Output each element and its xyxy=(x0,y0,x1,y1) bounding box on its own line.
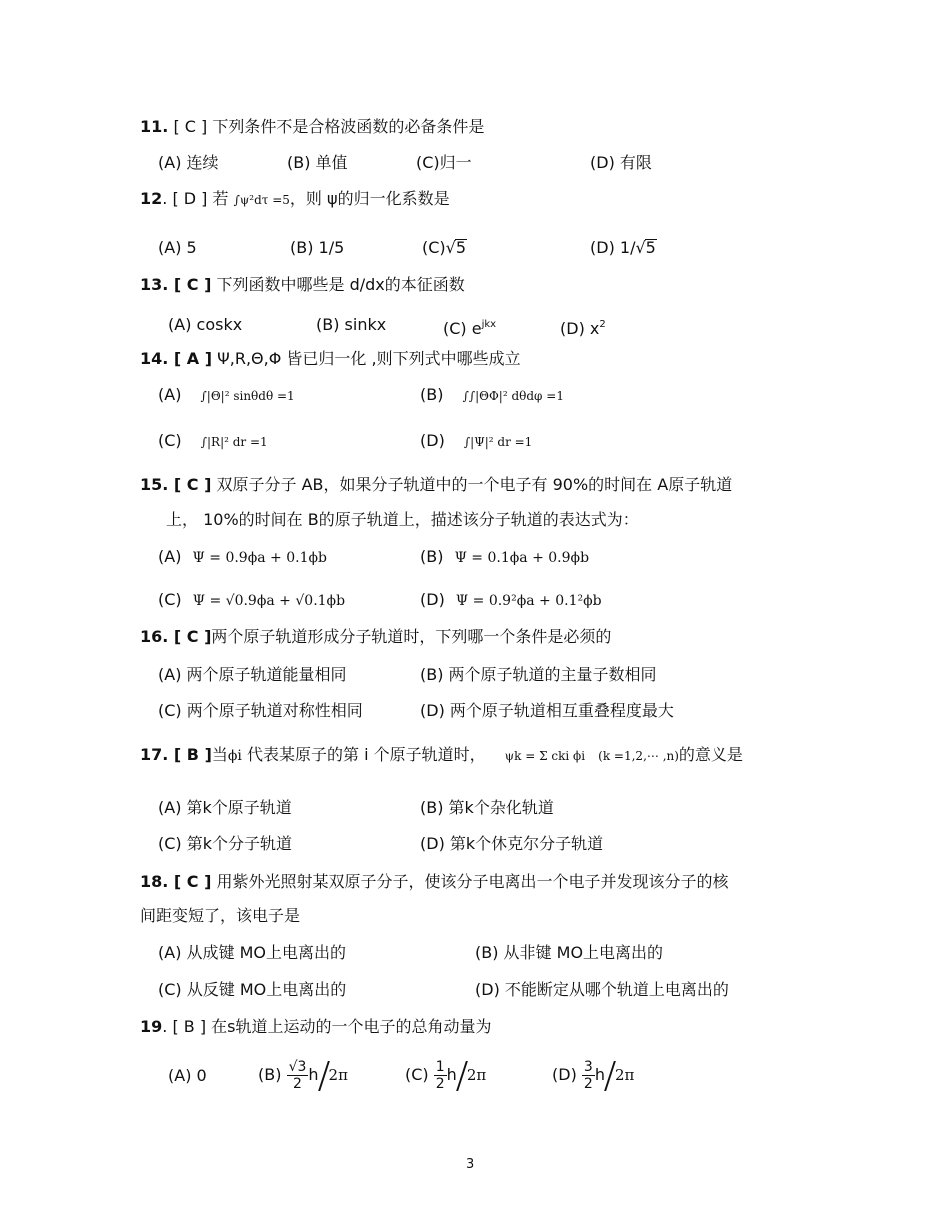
question-12 xyxy=(140,189,450,210)
question-number: 11. xyxy=(140,117,169,136)
option-b: (B) 两个原子轨道的主量子数相同 xyxy=(420,665,657,684)
question-number: 13 xyxy=(140,275,163,294)
fraction: $\frac{3}{2}$ xyxy=(583,1059,593,1092)
option-d: (D) $\frac{3}{2}$ h 2π xyxy=(552,1059,635,1092)
option-b: (B) Ψ = 0.1ϕa + 0.9ϕb xyxy=(420,547,590,566)
question-19 xyxy=(140,1017,492,1037)
page-number: 3 xyxy=(466,1157,475,1172)
option-c: (C) Ψ = √0.9ϕa + √0.1ϕb xyxy=(158,590,346,609)
question-stem: 用紫外光照射某双原子分子，使该分子电离出一个电子并发现该分子的核 xyxy=(216,872,729,891)
question-stem: 代表某原子的第 i 个原子轨道时， xyxy=(247,745,486,764)
option-expression: Ψ = √0.9ϕa + √0.1ϕb xyxy=(192,593,346,609)
option-a: (A) 两个原子轨道能量相同 xyxy=(158,665,347,684)
option-b: (B) $\frac{√3}{2}$ h 2π xyxy=(258,1059,348,1092)
question-number: 17. [ B ] xyxy=(140,745,212,764)
option-c: (C) 从反键 MO上电离出的 xyxy=(158,980,347,999)
option-expression: Ψ = 0.9²ϕa + 0.1²ϕb xyxy=(455,593,602,609)
exponent: 2 xyxy=(599,319,606,330)
symbols: Ψ,R,Θ,Φ xyxy=(217,349,282,368)
question-stem: 双原子分子 AB，如果分子轨道中的一个电子有 90%的时间在 A原子轨道 xyxy=(216,475,733,494)
option-d: (D) 1/√5 xyxy=(590,238,656,257)
option-d: (D) 不能断定从哪个轨道上电离出的 xyxy=(475,980,729,999)
question-stem: 两个原子轨道形成分子轨道时，下列哪一个条件是必须的 xyxy=(211,627,612,646)
option-b: (B) 1/5 xyxy=(290,238,345,257)
question-number: 16. [ C ] xyxy=(140,627,212,646)
option-a: (A) 0 xyxy=(168,1066,207,1085)
option-expression: ∫|R|² dr =1 xyxy=(200,435,268,449)
answer-mark: . [ D ] xyxy=(162,189,208,208)
question-number: 14. [ A ] xyxy=(140,349,213,368)
option-expression: ∫|Θ|² sinθdθ =1 xyxy=(200,389,295,403)
option-c: (C)√5 xyxy=(422,238,467,257)
question-18 xyxy=(140,872,729,892)
option-c: (C)归一 xyxy=(416,153,472,172)
option-b: (B) 单值 xyxy=(287,153,348,172)
option-d: (D) ∫|Ψ|² dr =1 xyxy=(420,431,533,450)
summation-expression: ψk = Σ cki ϕi xyxy=(504,749,586,763)
question-prefix: 若 xyxy=(212,189,229,208)
option-d: (D) 两个原子轨道相互重叠程度最大 xyxy=(420,701,674,720)
question-13 xyxy=(140,275,465,295)
answer-mark: . [ C ] xyxy=(162,275,212,294)
option-b: (B) 第k个杂化轨道 xyxy=(420,798,554,817)
option-expression: Ψ = 0.1ϕa + 0.9ϕb xyxy=(454,550,590,566)
index-range: (k =1,2,⋯ ,n) xyxy=(598,749,679,763)
fraction: $\frac{√3}{2}$ xyxy=(288,1059,307,1092)
option-d: (D) 有限 xyxy=(590,153,652,172)
question-stem: ，则 ψ的归一化系数是 xyxy=(289,189,450,208)
option-c: (C) 两个原子轨道对称性相同 xyxy=(158,701,363,720)
option-a: (A) coskx xyxy=(168,315,243,334)
option-c: (C) $e^{jkx}$ xyxy=(443,319,497,338)
option-a: (A) Ψ = 0.9ϕa + 0.1ϕb xyxy=(158,547,327,566)
question-stem: 在s轨道上运动的一个电子的总角动量为 xyxy=(206,1017,492,1036)
option-c: (C) ∫|R|² dr =1 xyxy=(158,431,268,450)
option-expression: ∫|Ψ|² dr =1 xyxy=(463,435,533,449)
sqrt-value: 5 xyxy=(645,238,656,257)
question-stem: 下列条件不是合格波函数的必备条件是 xyxy=(212,117,485,136)
option-b: (B) 从非键 MO上电离出的 xyxy=(475,943,664,962)
option-c: (C) $\frac{1}{2}$ h 2π xyxy=(405,1059,487,1092)
question-stem: 皆已归一化 ,则下列式中哪些成立 xyxy=(286,349,521,368)
sqrt-value: 5 xyxy=(455,238,467,257)
option-b: (B) sinkx xyxy=(316,315,387,334)
question-stem-continued: 上， 10%的时间在 B的原子轨道上，描述该分子轨道的表达式为： xyxy=(166,510,639,529)
question-stem-continued: 间距变短了，该电子是 xyxy=(140,906,301,925)
question-prefix: 当 xyxy=(211,745,228,764)
phi-symbol: ϕi xyxy=(227,748,242,764)
option-expression: ∫∫|ΘΦ|² dθdφ =1 xyxy=(462,389,564,403)
question-17 xyxy=(140,745,743,766)
question-suffix: 的意义是 xyxy=(678,745,743,764)
option-expression: Ψ = 0.9ϕa + 0.1ϕb xyxy=(192,550,327,566)
answer-mark: . [ B ] xyxy=(162,1017,207,1036)
answer-mark: [ C ] xyxy=(173,117,208,136)
option-c: (C) 第k个分子轨道 xyxy=(158,834,293,853)
option-a: (A) 第k个原子轨道 xyxy=(158,798,292,817)
question-15 xyxy=(140,475,732,495)
option-a: (A) 连续 xyxy=(158,153,219,172)
option-a: (A) 5 xyxy=(158,238,197,257)
question-14 xyxy=(140,349,521,369)
option-b: (B) ∫∫|ΘΦ|² dθdφ =1 xyxy=(420,385,564,404)
question-16 xyxy=(140,627,611,647)
option-a: (A) 从成键 MO上电离出的 xyxy=(158,943,347,962)
option-d: (D) Ψ = 0.9²ϕa + 0.1²ϕb xyxy=(420,590,602,609)
fraction: $\frac{1}{2}$ xyxy=(435,1059,445,1092)
option-a: (A) ∫|Θ|² sinθdθ =1 xyxy=(158,385,295,404)
question-number: 12 xyxy=(140,189,163,208)
question-number: 15. [ C ] xyxy=(140,475,212,494)
option-d: (D) 第k个休克尔分子轨道 xyxy=(420,834,604,853)
question-number: 19 xyxy=(140,1017,163,1036)
option-d: (D) $x^2$ xyxy=(560,319,606,338)
question-number: 18. [ C ] xyxy=(140,872,212,891)
question-11 xyxy=(140,117,484,137)
integral-expression: ∫ψ²dτ =5 xyxy=(233,193,290,207)
exponent: jkx xyxy=(481,319,497,330)
question-stem: 下列函数中哪些是 d/dx的本征函数 xyxy=(216,275,465,294)
